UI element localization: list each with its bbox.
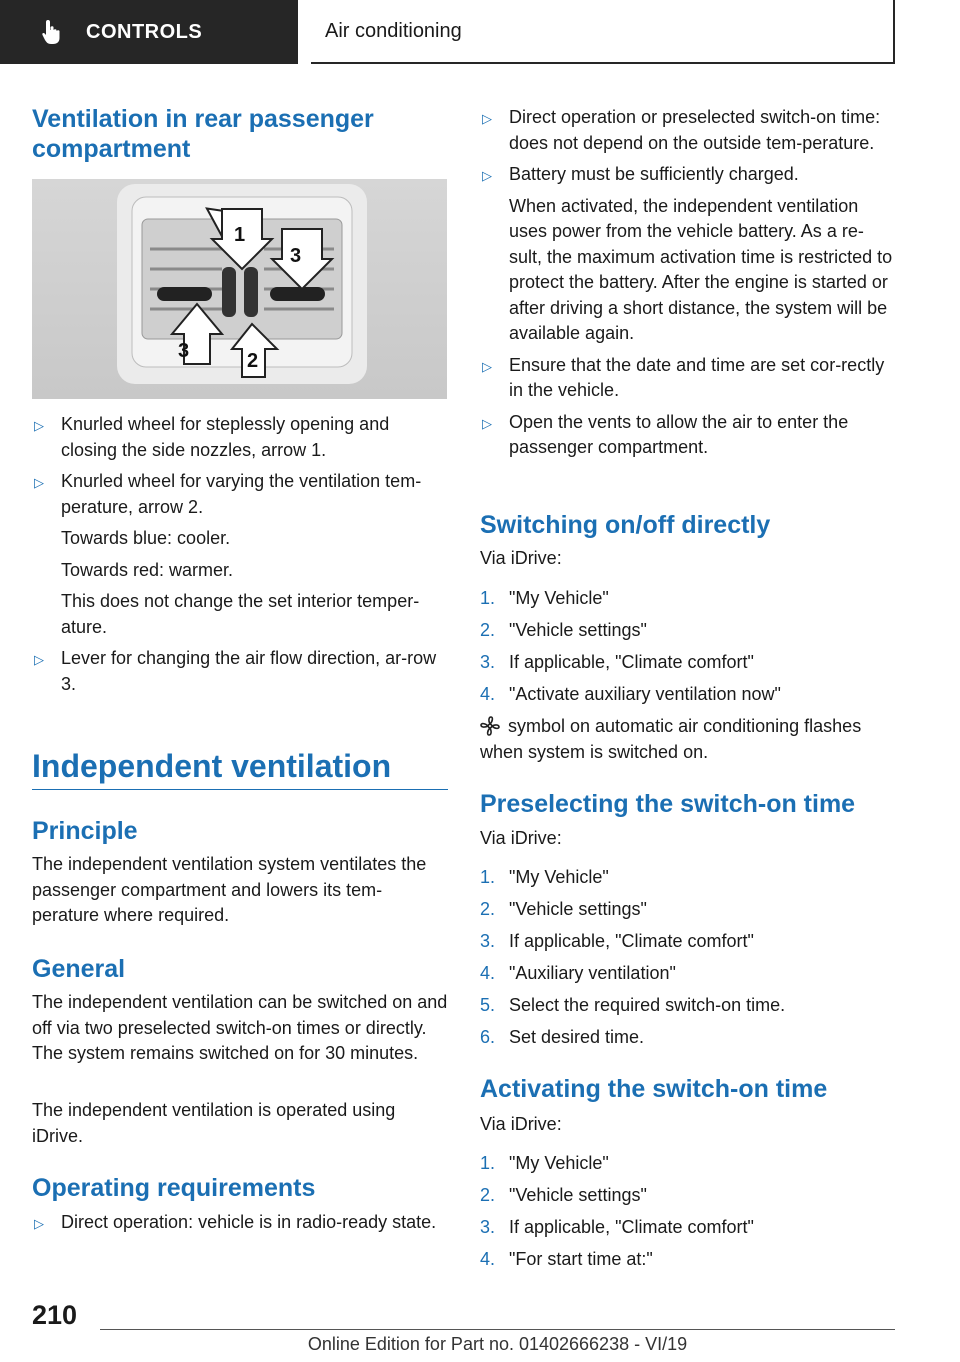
triangle-bullet-icon: ▷ [34, 652, 44, 667]
list-item: 3. If applicable, "Climate comfort" [480, 652, 754, 672]
vent-sub-text: This does not change the set interior temper-ature. [61, 591, 420, 637]
presel-steps-list [480, 865, 896, 1051]
page-number: 210 [32, 1300, 78, 1330]
rear-vent-figure [32, 179, 447, 399]
list-item: 2. "Vehicle settings" [480, 1185, 647, 1205]
vent-sub-text: Towards red: warmer. [61, 559, 234, 580]
list-item: 3. If applicable, "Climate comfort" [480, 931, 754, 951]
principle-text: The independent ventilation system ventilates the passenger compartment and lowers its tem-perature where required. [32, 854, 427, 925]
vent-sub-list [32, 526, 448, 640]
heading-independent-ventilation: Independent ventilation [32, 748, 392, 784]
triangle-bullet-icon: ▷ [34, 475, 44, 490]
via-idrive-1: Via iDrive: [480, 548, 562, 568]
vent-sub-text: Towards blue: cooler. [61, 528, 231, 548]
heading-switching-directly: Switching on/off directly [480, 511, 771, 539]
req-bullet-2: ▷ Direct operation or preselected switch-on time: does not depend on the outside tem-perature. [482, 107, 881, 153]
header-section-tab [0, 0, 298, 64]
figure-label-2: 2 [247, 350, 259, 372]
via-idrive-3: Via iDrive: [480, 1114, 562, 1134]
triangle-bullet-icon: ▷ [34, 1216, 44, 1231]
heading-preselecting: Preselecting the switch-on time [480, 790, 856, 818]
opreq-bullet-1: ▷ Direct operation: vehicle is in radio-ready state. [32, 1210, 448, 1236]
triangle-bullet-icon: ▷ [482, 111, 492, 126]
list-item: 6. Set desired time. [480, 1027, 645, 1047]
vent-bullet-3: ▷ Lever for changing the air flow direction, ar-row 3. [34, 648, 437, 694]
list-item: 1. "My Vehicle" [480, 1153, 609, 1173]
list-item: 4. "For start time at:" [480, 1249, 653, 1269]
req-bullet-5: ▷ Open the vents to allow the air to enter the passenger compartment. [482, 411, 849, 457]
list-item: 4. "Auxiliary ventilation" [480, 963, 676, 983]
heading-vent-rear: Ventilation in rear passenger compartment [32, 105, 374, 163]
triangle-bullet-icon: ▷ [482, 358, 492, 374]
vent-bullet-1: ▷ Knurled wheel for steplessly opening and closing the side nozzles, arrow 1. [34, 414, 390, 460]
figure-label-1: 1 [234, 224, 246, 246]
triangle-bullet-icon: ▷ [482, 415, 492, 431]
general-text-2: The independent ventilation is operated using iDrive. [32, 1100, 396, 1146]
header-subsection-title: Air conditioning [325, 19, 462, 42]
battery-text: When activated, the independent ventilation uses power from the vehicle battery. As a re-sult, the maximum activation time is restricted to protect the battery. After the engine is started or after driving a short distance, the system will be available again. [509, 195, 893, 343]
list-item: 1. "My Vehicle" [480, 588, 609, 608]
list-item: 2. "Vehicle settings" [480, 899, 647, 919]
list-item: 2. "Vehicle settings" [480, 620, 647, 640]
heading-general: General [32, 955, 126, 983]
figure-label-3a: 3 [290, 245, 302, 267]
symbol-text: symbol on automatic air conditioning flashes when system is switched on. [480, 716, 862, 762]
list-item: 1. "My Vehicle" [480, 867, 609, 887]
vent-bullet-2: ▷ Knurled wheel for varying the ventilation tem-perature, arrow 2. [34, 471, 422, 517]
footer-rule [100, 1329, 895, 1330]
header-section-title: CONTROLS [86, 20, 203, 43]
list-item: 3. If applicable, "Climate comfort" [480, 1217, 754, 1237]
activ-steps-list [480, 1151, 896, 1273]
general-text-1: The independent ventilation can be switched on and off via two preselected switch-on times or directly. The system remains switched on for 30 minutes. [32, 992, 448, 1063]
footer-edition: Online Edition for Part no. 01402666238 - VI/19 [307, 1334, 688, 1354]
header-subsection-box [311, 0, 895, 64]
list-item: 5. Select the required switch-on time. [480, 995, 786, 1015]
heading-rule [32, 789, 448, 790]
req-bullet-3: ▷ Battery must be sufficiently charged. [480, 162, 896, 188]
switch-steps-list [480, 586, 896, 708]
heading-operating-requirements: Operating requirements [32, 1174, 316, 1202]
triangle-bullet-icon: ▷ [482, 168, 492, 183]
heading-principle: Principle [32, 817, 138, 845]
figure-label-3b: 3 [178, 340, 190, 362]
via-idrive-2: Via iDrive: [480, 828, 562, 848]
req-bullet-4: ▷ Ensure that the date and time are set cor-rectly in the vehicle. [482, 354, 885, 400]
fan-icon [480, 716, 500, 741]
triangle-bullet-icon: ▷ [34, 418, 44, 433]
heading-activating: Activating the switch-on time [480, 1075, 828, 1103]
list-item: 4. "Activate auxiliary ventilation now" [480, 684, 781, 704]
hand-pointer-icon [40, 19, 66, 45]
